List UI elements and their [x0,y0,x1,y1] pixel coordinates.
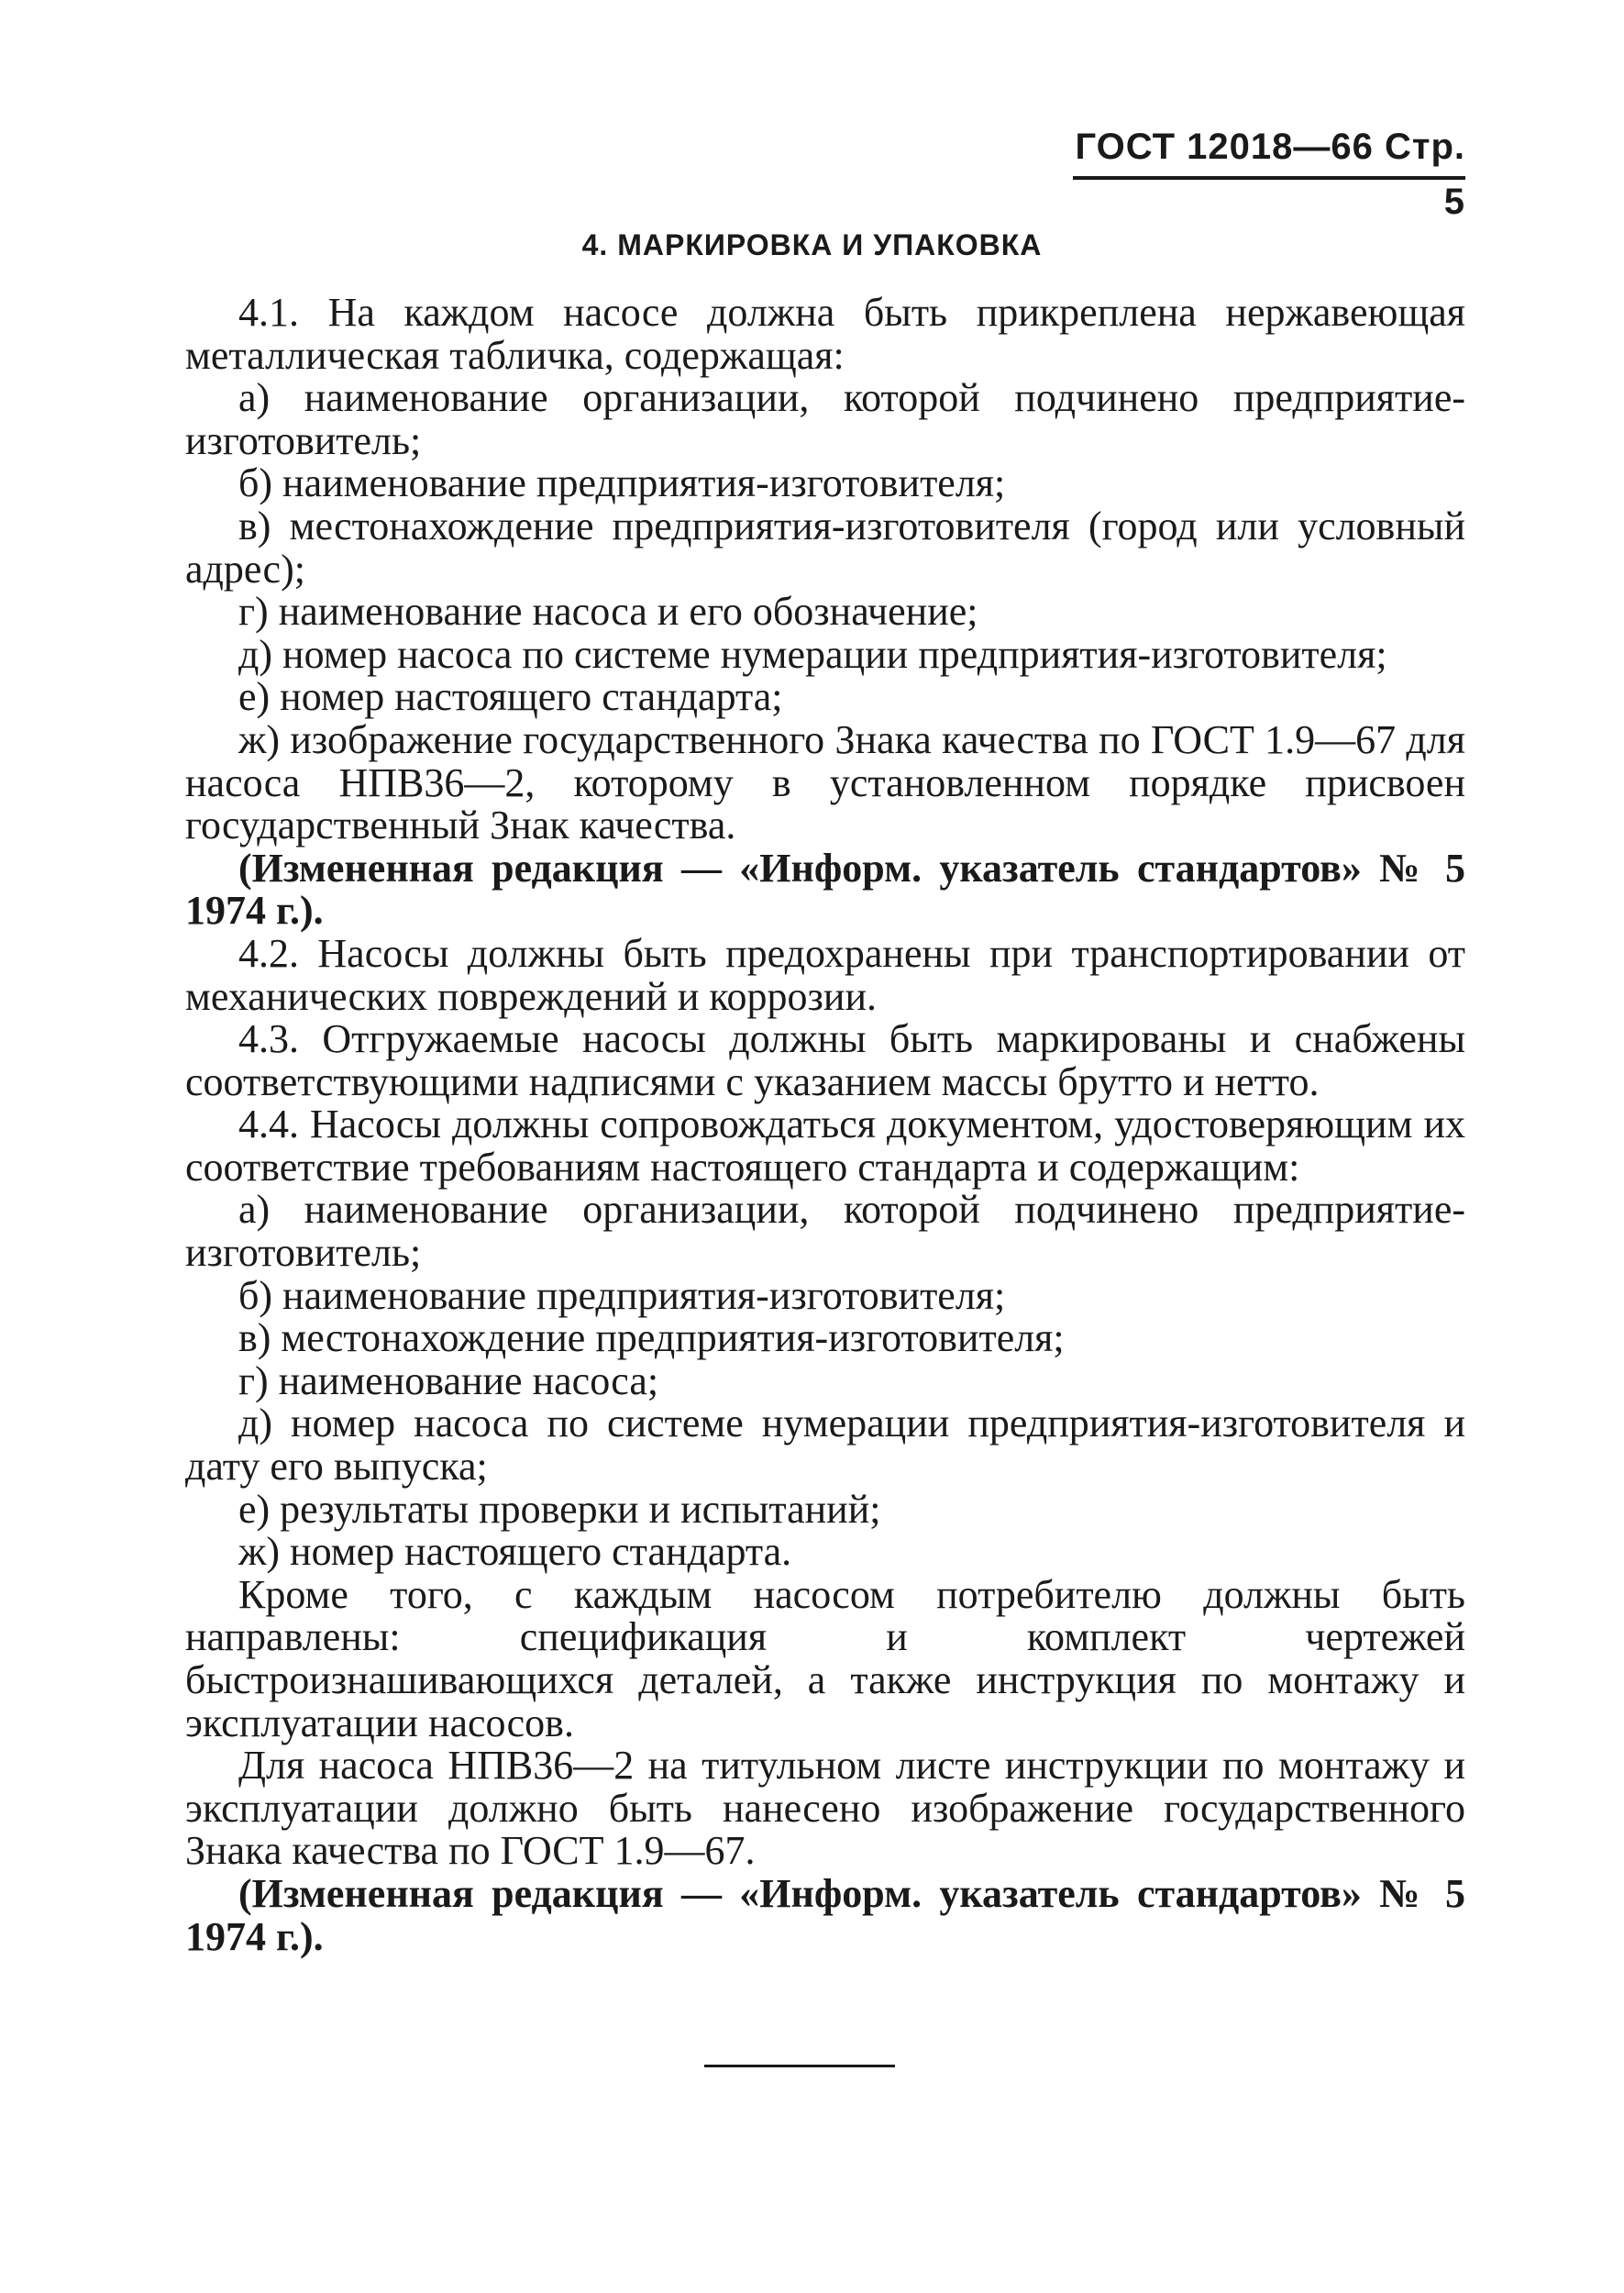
amendment-note-final: (Измененная редакция — «Информ. указатель стандартов» № 5 1974 г.). [185,1870,1465,1959]
doc-list-item-e: е) результаты проверки и испытаний; [238,1486,881,1532]
doc-list-item-zh: ж) номер настоящего стандарта. [238,1529,792,1575]
paragraph-4-2: 4.2. Насосы должны быть предохранены при транспортировании от механических повреждений и коррозии. [185,930,1465,1019]
doc-list-item-d: д) номер насоса по системе нумерации предприятия-изготовителя и дату его выпуска; [185,1401,1465,1490]
end-rule [704,2065,895,2067]
header-rule [1073,176,1465,180]
doc-list-item-v: в) местонахождение предприятия-изготовителя; [238,1315,1065,1361]
paragraph-consumer-docs: Кроме того, с каждым насосом потребителю должны быть направлены: спецификация и комплект чертежей быстроизнашивающихся деталей, а также инструкция по монтажу и эксплуатации насосов. [185,1571,1465,1745]
body-text [185,292,1465,1958]
paragraph-4-1-intro: 4.1. На каждом насосе должна быть прикреплена нержавеющая металлическая табличка, содержащая: [185,290,1465,378]
list-item-b: б) наименование предприятия-изготовителя; [238,460,1006,506]
amendment-note: (Измененная редакция — «Информ. указатель стандартов» № 5 1974 г.). [185,845,1465,934]
list-item-g: г) наименование насоса и его обозначение; [238,589,978,635]
doc-list-item-b: б) наименование предприятия-изготовителя; [238,1272,1006,1318]
paragraph-4-3: 4.3. Отгружаемые насосы должны быть маркированы и снабжены соответствующими надписями с указанием массы брутто и нетто. [185,1016,1465,1104]
section-title: 4. МАРКИРОВКА И УПАКОВКА [581,228,1043,261]
paragraph-quality-mark: Для насоса НПВ36—2 на титульном листе инструкции по монтажу и эксплуатации должно быть нанесено изображение государственного Знака качества по ГОСТ 1.9—67. [185,1743,1465,1874]
list-item-a: а) наименование организации, которой подчинено предприятие-изготовитель; [185,375,1465,463]
doc-list-item-g: г) наименование насоса; [238,1357,659,1403]
list-item-v: в) местонахождение предприятия-изготовителя (город или условный адрес); [185,503,1465,592]
paragraph-4-4-intro: 4.4. Насосы должны сопровождаться документом, удостоверяющим их соответствие требованиям настоящего стандарта и содержащим: [185,1102,1465,1190]
running-header: ГОСТ 12018—66 Стр. 5 [1075,127,1465,222]
list-item-zh: ж) изображение государственного Знака качества по ГОСТ 1.9—67 для насоса НПВ36—2, которому в установленном порядке присвоен государственный Знак качества. [185,716,1465,848]
list-item-e: е) номер настоящего стандарта; [238,674,783,720]
doc-list-item-a: а) наименование организации, которой подчинено предприятие-изготовитель; [185,1187,1465,1276]
list-item-d: д) номер насоса по системе нумерации предприятия-изготовителя; [238,631,1387,677]
